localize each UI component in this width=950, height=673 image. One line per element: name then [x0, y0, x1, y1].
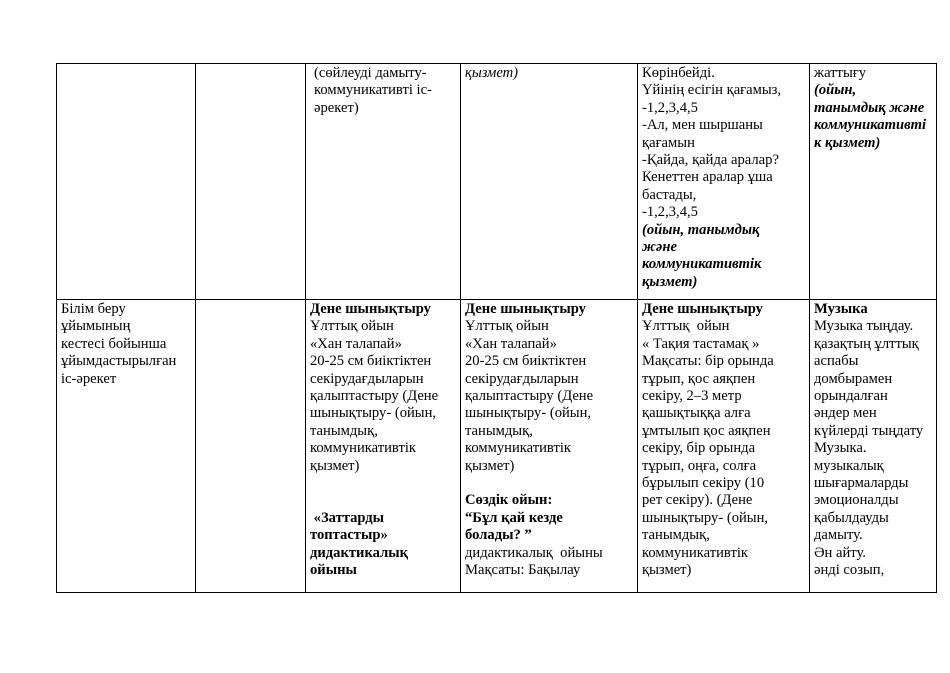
cell-r1-c1	[57, 64, 196, 300]
subject-title: Дене шынықтыру	[642, 301, 763, 317]
text-line: қалыптастыру (Дене	[310, 388, 439, 405]
text-line: “Бұл қай кезде	[465, 509, 563, 526]
cell-r1-c4	[461, 64, 638, 300]
cell-r2-c2	[196, 300, 306, 593]
text-line: Білім беру	[61, 301, 126, 317]
text-line: қызмет)	[465, 65, 519, 81]
text-line: қазақтың ұлттық	[814, 335, 919, 352]
text-line: тұрып, оңға, солға	[642, 457, 757, 474]
text-line: Кенеттен аралар ұша	[642, 169, 773, 186]
text-line: Ұлттық ойын	[310, 318, 394, 335]
spacer	[465, 475, 635, 492]
text-line: танымдық және	[814, 99, 925, 116]
cell-r1-c6	[810, 64, 937, 300]
text-line: бұрылып секіру (10	[642, 475, 765, 492]
text-line: қағамын	[642, 134, 695, 151]
text-line: тұрып, қос аяқпен	[642, 370, 756, 387]
text-line: «Хан талапай»	[310, 335, 402, 352]
text-line: қызмет)	[310, 457, 360, 474]
table-row	[57, 64, 937, 300]
text-line: 20-25 см биіктіктен	[310, 353, 432, 370]
text-line: және	[642, 239, 677, 256]
cell-r2-c5	[638, 300, 810, 593]
text-line: қабылдауды	[814, 509, 889, 526]
text-line: -Қайда, қайда аралар?	[642, 152, 779, 169]
text-line: домбырамен	[814, 370, 893, 387]
text-line: кестесі бойынша	[61, 335, 167, 352]
text-line: әнді созып,	[814, 562, 885, 579]
text-line: дамыту.	[814, 527, 863, 544]
text-line: аспабы	[814, 353, 859, 370]
text-line: «Хан талапай»	[465, 335, 557, 352]
text-line: рет секіру). (Дене	[642, 492, 753, 509]
text-line: 20-25 см биіктіктен	[465, 353, 587, 370]
text-line: күйлерді тыңдату	[814, 422, 924, 439]
text-line: дидактикалық	[310, 544, 409, 561]
table-row	[57, 300, 937, 593]
text-line: дидактикалық ойыны	[465, 544, 603, 561]
text-line: қашықтыққа алға	[642, 405, 751, 422]
text-line: (сөйлеуді дамыту-	[314, 65, 427, 81]
text-line: Музыка тыңдау.	[814, 318, 914, 335]
text-line: қызмет)	[465, 457, 515, 474]
text-line: к қызмет)	[814, 134, 881, 151]
cell-r1-c3	[306, 64, 461, 300]
text-line: коммуникативтік	[642, 256, 762, 273]
text-line: « Тақия тастамақ »	[642, 335, 760, 352]
text-line: -1,2,3,4,5	[642, 99, 698, 116]
text-line: Көрінбейді.	[642, 65, 715, 81]
text-line: эмоционалды	[814, 492, 899, 509]
spacer	[310, 475, 458, 510]
text-line: қызмет)	[642, 273, 698, 290]
text-line: болады? ”	[465, 527, 532, 544]
text-line: ұйымының	[61, 318, 131, 335]
text-line: танымдық,	[465, 422, 533, 439]
text-line: әндер мен	[814, 405, 877, 422]
text-line: Мақсаты: бір орында	[642, 353, 774, 370]
text-line: шынықтыру- (ойын,	[310, 405, 437, 422]
text-line: әрекет)	[314, 99, 359, 116]
cell-r2-c6	[810, 300, 937, 593]
text-line: бастады,	[642, 186, 697, 203]
text-line: орындалған	[814, 388, 888, 405]
text-line: қалыптастыру (Дене	[465, 388, 594, 405]
text-line: «Заттарды	[310, 509, 385, 526]
text-line: ойыны	[310, 562, 357, 579]
text-line: Музыка.	[814, 440, 867, 457]
text-line: коммуникативтік	[310, 440, 416, 457]
text-line: коммуникативті іс-	[314, 82, 432, 99]
text-line: музыкалық	[814, 457, 884, 474]
text-line: ұмтылып қос аяқпен	[642, 422, 771, 439]
text-line: жаттығу	[814, 65, 867, 81]
text-line: секіру, бір орында	[642, 440, 756, 457]
text-line: Мақсаты: Бақылау	[465, 562, 581, 579]
text-line: танымдық,	[642, 527, 710, 544]
cell-r1-c5	[638, 64, 810, 300]
text-line: қызмет)	[642, 562, 692, 579]
text-line: топтастыр»	[310, 527, 388, 544]
text-line: секірудағдыларын	[465, 370, 579, 387]
text-line: (ойын,	[814, 82, 857, 99]
text-line: Ұлттық ойын	[642, 318, 730, 335]
text-line: Ұлттық ойын	[465, 318, 549, 335]
text-line: іс-әрекет	[61, 370, 117, 387]
text-line: танымдық,	[310, 422, 378, 439]
text-line: секірудағдыларын	[310, 370, 424, 387]
text-line: ұйымдастырылған	[61, 353, 177, 370]
text-line: Сөздік ойын:	[465, 492, 553, 509]
cell-r1-c2	[196, 64, 306, 300]
subject-title: Музыка	[814, 301, 868, 317]
lesson-plan-table	[56, 63, 937, 593]
text-line: коммуникативтік	[642, 544, 748, 561]
cell-r2-c4	[461, 300, 638, 593]
text-line: коммуникативті	[814, 117, 926, 134]
text-line: шынықтыру- (ойын,	[465, 405, 592, 422]
text-line: шынықтыру- (ойын,	[642, 509, 769, 526]
cell-r2-c1	[57, 300, 196, 593]
text-line: -1,2,3,4,5	[642, 204, 698, 221]
text-line: -Ал, мен шыршаны	[642, 117, 763, 134]
text-line: Ән айту.	[814, 544, 866, 561]
cell-r2-c3	[306, 300, 461, 593]
text-line: секіру, 2–3 метр	[642, 388, 742, 405]
text-line: Үйінің есігін қағамыз,	[642, 82, 782, 99]
subject-title: Дене шынықтыру	[465, 301, 586, 317]
text-line: коммуникативтік	[465, 440, 571, 457]
text-line: (ойын, танымдық	[642, 221, 760, 238]
subject-title: Дене шынықтыру	[310, 301, 431, 317]
text-line: шығармаларды	[814, 475, 909, 492]
